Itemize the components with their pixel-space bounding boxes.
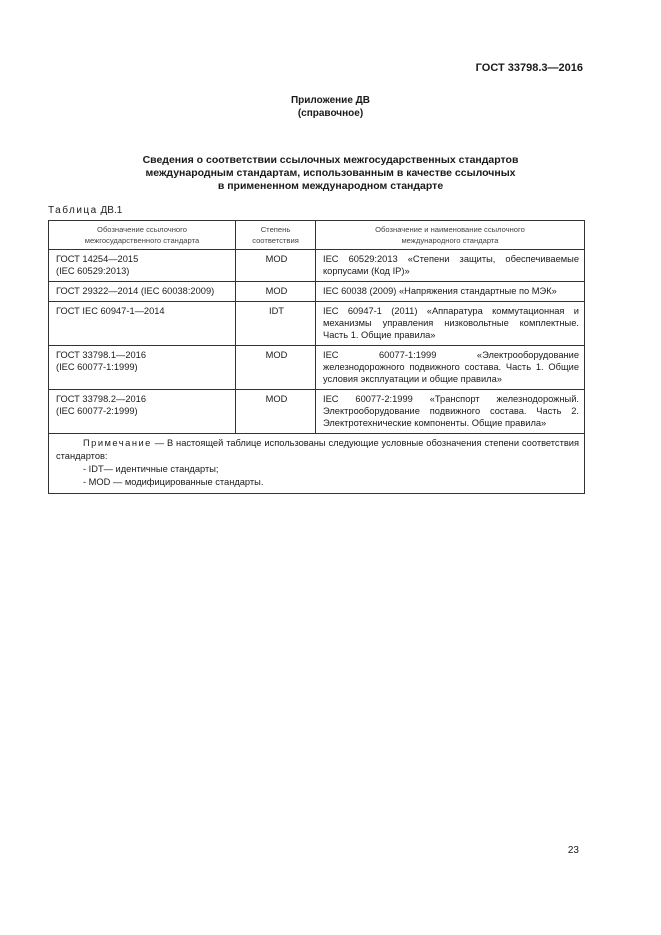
cell-gost — [49, 282, 236, 302]
cell-degree: IDT — [236, 302, 316, 346]
cell-international: IEC 60077-2:1999 «Транспорт железнодорожный. Электрооборудование подвижного состава. Часть 2. Электротехнические компоненты. Общие правила» — [316, 390, 585, 434]
document-code: ГОСТ 33798.3—2016 — [475, 62, 583, 74]
table-label-number: ДВ.1 — [100, 205, 123, 216]
note-text: — В настоящей таблице использованы следующие условные обозначения степени соответствия стандартов: — [56, 438, 579, 461]
table-label — [48, 205, 122, 216]
gost-line: (IEC 60077-1:1999) — [56, 362, 138, 372]
header-gost — [49, 221, 236, 250]
gost-line: ГОСТ 33798.1—2016 — [56, 350, 146, 360]
header-degree — [236, 221, 316, 250]
note-item-idt: - IDT— идентичные стандарты; — [83, 464, 219, 474]
page-number: 23 — [567, 845, 579, 856]
appendix-heading — [0, 94, 661, 120]
header-text: Обозначение и наименование ссылочного — [375, 225, 525, 234]
header-text: Обозначение ссылочного — [97, 225, 187, 234]
header-text: соответствия — [252, 236, 299, 245]
table-row — [49, 390, 585, 434]
header-text: межгосударственного стандарта — [84, 236, 200, 245]
table-row — [49, 282, 585, 302]
gost-line: (IEC 60529:2013) — [56, 266, 130, 276]
cell-degree: MOD — [236, 346, 316, 390]
table-row — [49, 250, 585, 282]
header-international — [316, 221, 585, 250]
note-item-mod: - MOD — модифицированные стандарты. — [83, 477, 264, 487]
table-row — [49, 302, 585, 346]
table-header-row — [49, 221, 585, 250]
section-title-line: международным стандартам, использованным в качестве ссылочных — [145, 167, 516, 179]
header-text: международного стандарта — [401, 236, 499, 245]
table-note — [49, 434, 585, 494]
table-label-word: Таблица — [48, 205, 98, 216]
section-title-line: в примененном международном стандарте — [217, 180, 444, 192]
appendix-title: Приложение ДВ — [290, 95, 371, 106]
cell-international: IEC 60038 (2009) «Напряжения стандартные по МЭК» — [316, 282, 585, 302]
appendix-type: (справочное) — [297, 108, 364, 119]
standards-table — [48, 220, 585, 494]
cell-degree: MOD — [236, 390, 316, 434]
table-note-row — [49, 434, 585, 494]
cell-gost — [49, 250, 236, 282]
gost-line: (IEC 60077-2:1999) — [56, 406, 138, 416]
table-row — [49, 346, 585, 390]
cell-international: IEC 60947-1 (2011) «Аппаратура коммутационная и механизмы управления низковольтные комплектные. Часть 1. Общие правила» — [316, 302, 585, 346]
cell-degree: MOD — [236, 282, 316, 302]
cell-gost — [49, 302, 236, 346]
cell-international: IEC 60529:2013 «Степени защиты, обеспечиваемые корпусами (Код IP)» — [316, 250, 585, 282]
cell-gost — [49, 390, 236, 434]
gost-line: ГОСТ IEC 60947-1—2014 — [56, 306, 165, 316]
section-title-line: Сведения о соответствии ссылочных межгосударственных стандартов — [142, 154, 519, 166]
cell-international: IEC 60077-1:1999 «Электрооборудование железнодорожного подвижного состава. Часть 1. Общие условия эксплуатации и общие правила» — [316, 346, 585, 390]
section-title — [0, 154, 661, 193]
gost-line: ГОСТ 33798.2—2016 — [56, 394, 146, 404]
note-label: Примечание — [83, 438, 152, 448]
gost-line: ГОСТ 14254—2015 — [56, 254, 139, 264]
header-text: Степень — [260, 225, 291, 234]
cell-gost — [49, 346, 236, 390]
gost-line: ГОСТ 29322—2014 (IEC 60038:2009) — [56, 286, 215, 296]
cell-degree: MOD — [236, 250, 316, 282]
note-lead — [56, 437, 579, 463]
